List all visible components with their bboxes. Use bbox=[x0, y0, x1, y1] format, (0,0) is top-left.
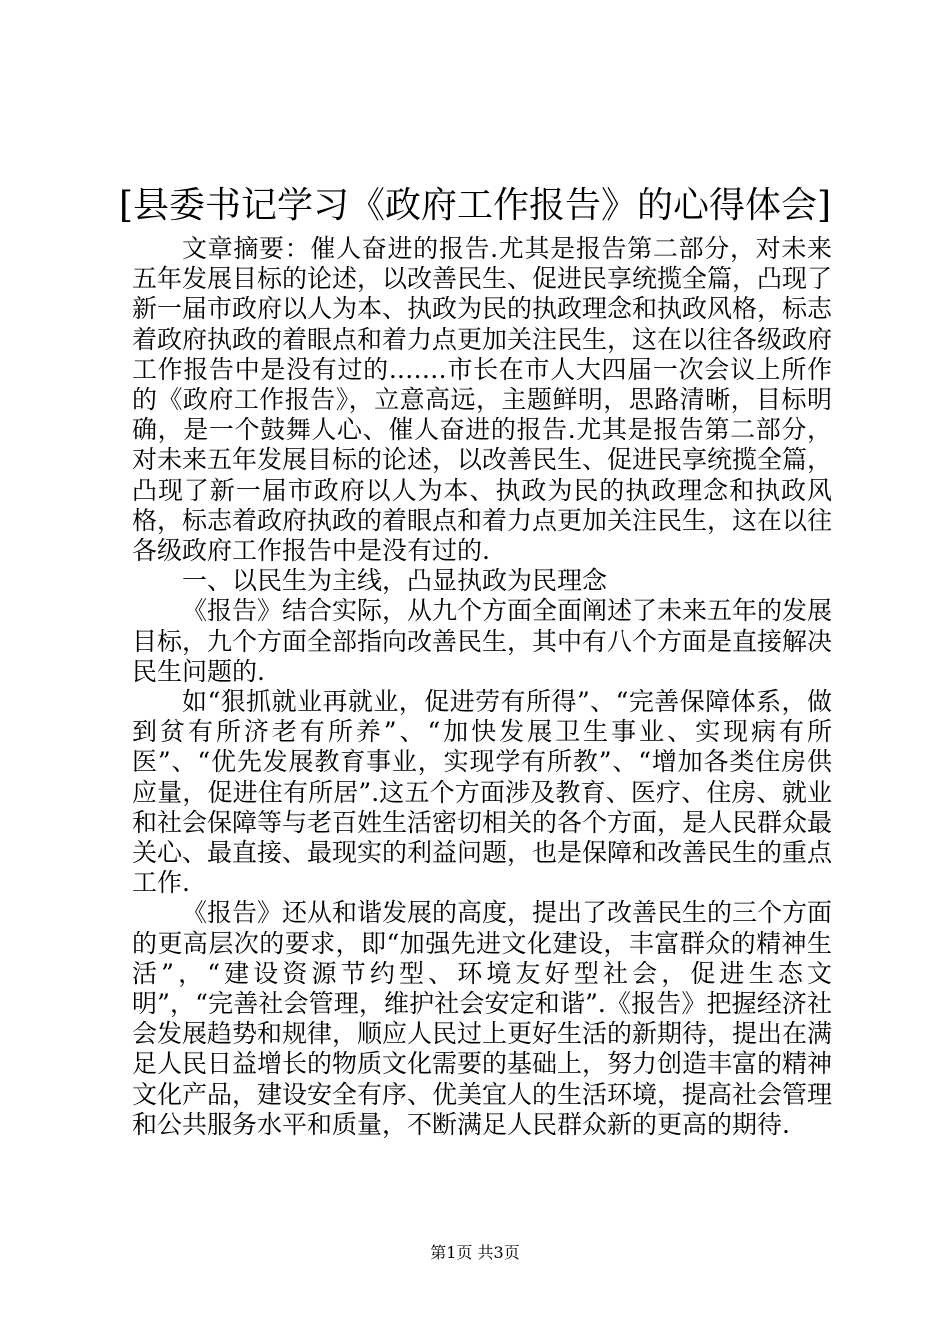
section-heading-1: 一、以民生为主线，凸显执政为民理念 bbox=[182, 566, 608, 596]
paragraph-five-aspects: 如“狠抓就业再就业，促进劳有所得”、“完善保障体系，做到贫有所济老有所养”、“加快发展卫生事业、实现病有所医”、“优先发展教育事业，实现学有所教”、“增加各类住房供应量，促进住有所居”.这五个方面涉及教育、医疗、住房、就业和社会保障等与老百姓生活密切相关的各个方面，是人民群众最关心、最直接、最现实的利益问题，也是保障和改善民生的重点工作. bbox=[132, 687, 833, 898]
paragraph-report-goals: 《报告》结合实际，从九个方面全面阐述了未来五年的发展目标，九个方面全部指向改善民生，其中有八个方面是直接解决民生问题的. bbox=[132, 596, 833, 686]
paragraph-harmonious-development: 《报告》还从和谐发展的高度，提出了改善民生的三个方面的更高层次的要求，即“加强先进文化建设，丰富群众的精神生活”，“建设资源节约型、环境友好型社会，促进生态文明”，“完善社会管理，维护社会安定和谐”.《报告》把握经济社会发展趋势和规律，顺应人民过上更好生活的新期待，提出在满足人民日益增长的物质文化需要的基础上，努力创造丰富的精神文化产品，建设安全有序、优美宜人的生活环境，提高社会管理和公共服务水平和质量，不断满足人民群众新的更高的期待. bbox=[132, 898, 833, 1139]
document-title: [县委书记学习《政府工作报告》的心得体会] bbox=[118, 185, 832, 226]
paragraph-abstract: 文章摘要：催人奋进的报告.尤其是报告第二部分，对未来五年发展目标的论述，以改善民生、促进民享统揽全篇，凸现了新一届市政府以人为本、执政为民的执政理念和执政风格，标志着政府执政的着眼点和着力点更加关注民生，这在以往各级政府工作报告中是没有过的.……市长在市人大四届一次会议上所作的《政府工作报告》，立意高远，主题鲜明，思路清晰，目标明确，是一个鼓舞人心、催人奋进的报告.尤其是报告第二部分，对未来五年发展目标的论述，以改善民生、促进民享统揽全篇，凸现了新一届市政府以人为本、执政为民的执政理念和执政风格，标志着政府执政的着眼点和着力点更加关注民生，这在以往各级政府工作报告中是没有过的. bbox=[132, 234, 833, 566]
document-body bbox=[132, 234, 832, 1140]
page-number-footer: 第1页 共3页 bbox=[430, 1243, 520, 1262]
